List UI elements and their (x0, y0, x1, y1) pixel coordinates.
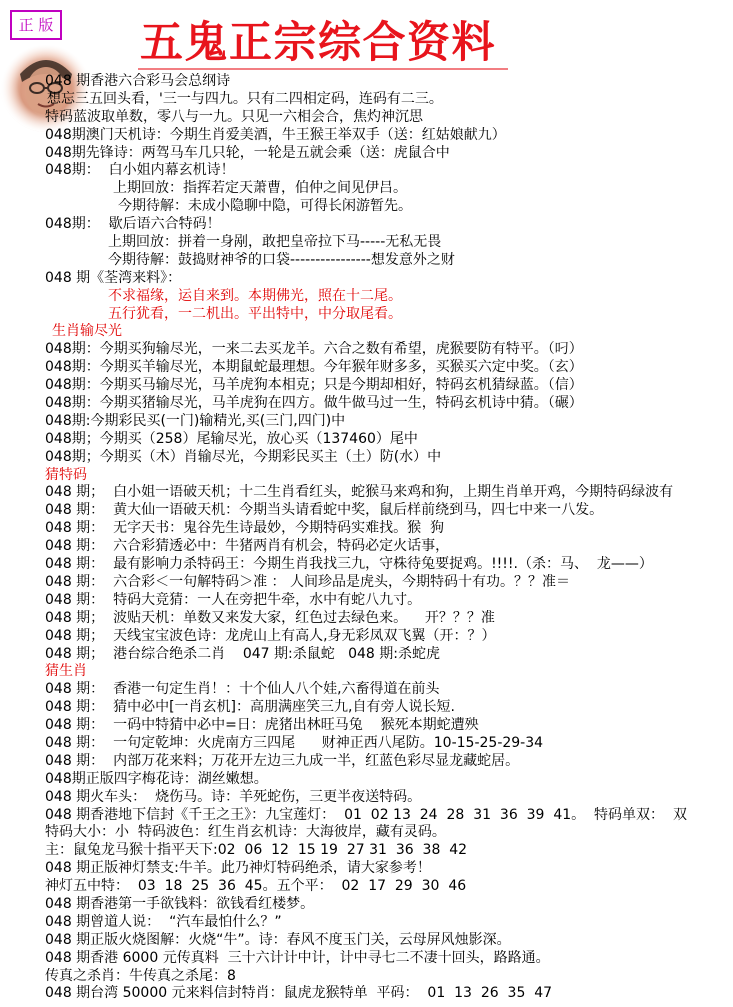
text-line: 048 期； 波贴天机：单数又来发大家，红色过去绿色来。 开？？？准 (45, 609, 495, 626)
red-poem-line: 不求福缘，运自来到。本期佛光，照在十二尾。 (108, 287, 402, 304)
text-line: 048期澳门天机诗：今期生肖爱美酒，牛王猴王举双手（送：红姑娘献九） (45, 126, 506, 143)
text-line: 048 期： 黄大仙一语破天机：今期当头请看蛇中奖，鼠后样前绕到马，四七中来一八发。 (45, 502, 604, 519)
text-line: 今期待解：鼓捣财神爷的口袋----------------想发意外之财 (108, 251, 455, 268)
text-line: 048 期； 白小姐一语破天机；十二生肖看红头，蛇猴马来鸡和狗，上期生肖单开鸡，今期特码绿波有 (45, 484, 674, 501)
text-line: 048 期： 香港一句定生肖！：十个仙人八个娃,六畜得道在前头 (45, 681, 440, 698)
text-line: 特码蓝波取单数，零八与一九。只见一六相会合，焦灼神沉思 (45, 108, 423, 125)
text-line: 神灯五中特： 03 18 25 36 45。五个平： 02 17 29 30 46 (45, 878, 467, 895)
text-line: 048 期香港六合彩马会总纲诗 (45, 73, 231, 89)
text-line: 048 期： 一句定乾坤：火虎南方三四尾 财神正西八尾防。10-15-25-29-34 (45, 734, 544, 751)
text-line: 主：鼠兔龙马猴十指平天下:02 06 12 15 19 27 31 36 38 42 (45, 842, 468, 859)
text-line: 048期：今期买狗输尽光，一来二去买龙羊。六合之数有希望，虎猴要防有特平。（叼） (45, 341, 583, 358)
text-line: 想忘三五回头看，'三一与四九。只有二四相定码，连码有二三。 (47, 90, 443, 107)
text-line: 048期： 白小姐内幕玄机诗！ (45, 162, 235, 179)
text-line: 048期:今期彩民买(一门)输精光,买(三门,四门)中 (45, 412, 346, 429)
text-line: 048 期： 六合彩＜一句解特码＞准 ： 人间珍品是虎头，今期特码十有功。？？准＝ (45, 573, 570, 590)
section-heading-cai-shengxiao: 猜生肖 (45, 663, 87, 680)
text-line: 上期回放：指挥若定天萧曹，伯仲之间见伊吕。 (113, 180, 407, 197)
document-body (0, 73, 733, 1003)
text-line: 048期；今期买（木）肖输尽光，今期彩民买主（土）防(水）中 (45, 448, 442, 465)
text-line: 048 期： 猜中必中[一肖玄机]：高朋满座笑三九,自有旁人说长短. (45, 699, 455, 716)
text-line: 传真之杀肖：牛传真之杀尾：8 (45, 967, 236, 984)
text-line: 048期： 歇后语六合特码！ (45, 216, 221, 233)
text-line: 048期；今期买（258）尾输尽光，放心买（137460）尾中 (45, 430, 418, 447)
text-line: 048期先锋诗：两驾马车几只轮，一轮是五就会乘（送：虎鼠合中 (45, 144, 450, 161)
text-line: 048期：今期买猪输尽光，马羊虎狗在四方。做牛做马过一生，特码玄机诗中猜。（碾） (45, 395, 583, 412)
text-line: 048 期台湾 50000 元来料信封特肖：鼠虎龙猴特单 平码： 01 13 26 35 47 (45, 985, 553, 1002)
text-line: 048 期： 无字天书：鬼谷先生诗最妙，今期特码实难找。猴 狗 (45, 520, 444, 537)
text-line: 特码大小：小 特码波色：红生肖玄机诗：大海彼岸，藏有灵码。 (45, 824, 446, 841)
section-heading-shengxiao: 生肖输尽光 (52, 323, 122, 340)
text-line: 048期正版四字梅花诗：湖丝嫩想。 (45, 770, 268, 787)
text-line: 048 期《荃湾来料》： (45, 269, 182, 286)
text-line: 今期待解：未成小隐聊中隐，可得长闲游暂先。 (118, 198, 412, 215)
text-line: 048期：今期买马输尽光，马羊虎狗本相克；只是今期却相好，特码玄机猜绿蓝。（信） (45, 377, 583, 394)
text-line: 048 期； 港台综合绝杀二肖 047 期:杀鼠蛇 048 期:杀蛇虎 (45, 645, 440, 662)
title-underline (138, 68, 508, 70)
edition-badge: 正 版 (10, 10, 62, 40)
text-line: 048 期曾道人说： “汽车最怕什么？” (45, 913, 282, 930)
text-line: 上期回放：拼着一身剐，敢把皇帝拉下马-----无私无畏 (108, 234, 442, 251)
text-line: 048 期正版火烧图解：火烧“牛”。诗：春风不度玉门关，云母屏风烛影深。 (45, 931, 511, 948)
text-line: 048 期： 六合彩猜透必中：牛猪两肖有机会，特码必定火话事， (45, 538, 450, 555)
text-line: 048 期火车头： 烧伤马。诗：羊死蛇伤，三更半夜送特码。 (45, 788, 422, 805)
text-line: 048 期香港第一手欲钱料：欲钱看红楼梦。 (45, 895, 315, 912)
text-line: 048 期； 天线宝宝波色诗：龙虎山上有高人,身无彩凤双飞翼（开：？） (45, 627, 496, 644)
text-line: 048 期： 最有影响力杀特码王：今期生肖我找三九，守株待兔要捉鸡。!!!!.（杀：马、 龙——） (45, 556, 653, 573)
text-line: 048期：今期买羊输尽光，本期鼠蛇最理想。今年猴年财多多，买猴买六定中奖。（玄） (45, 359, 583, 376)
text-line: 048 期： 特码大竞猜：一人在旁把牛牵，水中有蛇八九寸。 (45, 591, 422, 608)
text-line: 048 期香港 6000 元传真料 三十六计计中计，计中寻七二不凄十回头，路路通。 (45, 949, 550, 966)
text-line: 048 期香港地下信封《千王之王》：九宝莲灯： 01 02 13 24 28 31 36 39 41。 特码单双： 双 (45, 806, 687, 823)
text-line: 048 期： 内部万花来料；万花开左边三九成一半，红蓝色彩尽显龙藏蛇居。 (45, 752, 520, 769)
section-heading-temа: 猜特码 (45, 466, 87, 483)
text-line: 048 期正版神灯禁支:牛羊。此乃神灯特码绝杀，请大家参考！ (45, 860, 431, 877)
document-title: 五鬼正宗综合资料 (140, 18, 496, 68)
text-line: 048 期： 一码中特猜中必中=日：虎猪出林旺马兔 猴死本期蛇遭殃 (45, 717, 479, 734)
red-poem-line: 五行犹看，一二机出。平出特中，中分取尾看。 (108, 305, 402, 322)
